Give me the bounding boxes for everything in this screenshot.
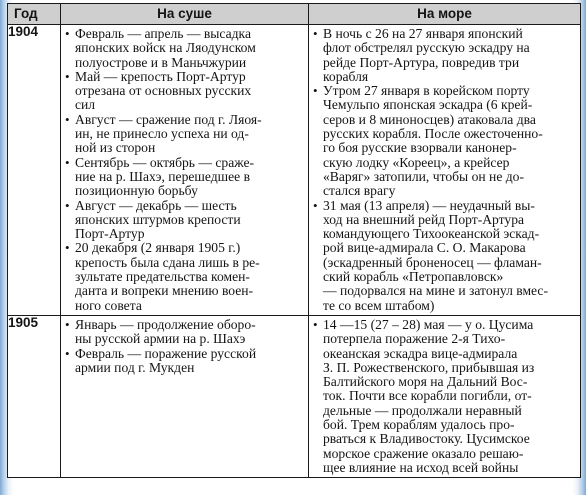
event-line: ного совета	[75, 297, 142, 313]
event-item	[65, 27, 305, 70]
event-line: скую лодку «Кореец», а крейсер	[323, 154, 510, 170]
event-item	[313, 318, 577, 475]
event-item	[65, 199, 305, 242]
event-line: го боя русские взорвали канонер-	[323, 140, 517, 156]
event-line: ток. Почти все корабли погибли, от-	[323, 388, 532, 404]
header-sea: На море	[309, 4, 581, 25]
sea-event-list	[309, 316, 580, 477]
event-line: крепость была сдана лишь в ре-	[75, 254, 260, 270]
table-row	[8, 25, 581, 316]
event-line: • 20 декабря (2 января 1905 г.)	[75, 240, 241, 256]
land-event-list	[61, 316, 308, 377]
event-line: • Август — декабрь — шесть	[75, 197, 237, 213]
event-item	[313, 27, 577, 84]
event-line: • Февраль — апрель — высадка	[75, 26, 251, 41]
event-line: рейде Порт-Артура, повредив три	[323, 54, 520, 70]
event-line: ход на внешний рейд Порт-Артура	[323, 211, 525, 227]
table-header-row	[8, 4, 581, 25]
event-line: ны русской армии на р. Шахэ	[75, 331, 246, 347]
event-item	[65, 318, 305, 347]
sea-cell	[309, 25, 581, 316]
event-line: стался врагу	[323, 183, 396, 199]
event-line: рваться к Владивостоку. Цусимское	[323, 431, 530, 447]
event-line: • В ночь с 26 на 27 января японский	[323, 26, 523, 41]
event-line: те со всем штабом)	[323, 297, 435, 313]
event-line: сил	[75, 97, 96, 113]
event-line: • Сентябрь — октябрь — сраже-	[75, 154, 255, 170]
event-line: • 14 —15 (27 – 28) мая — у о. Цусима	[323, 316, 534, 332]
event-line: З. П. Рожественского, прибывшая из	[323, 359, 535, 375]
chronology-table	[7, 3, 581, 478]
header-land: На суше	[61, 4, 309, 25]
event-line: • Август — сражение под г. Ляоя-	[75, 111, 262, 127]
event-line: • Февраль — поражение русской	[75, 345, 257, 361]
event-item	[313, 199, 577, 313]
event-line: Порт-Артур	[75, 226, 145, 242]
event-line: отрезана от основных русских	[75, 83, 252, 99]
event-line: ин, не принесло успеха ни од-	[75, 126, 249, 142]
event-line: ние на р. Шахэ, перешедшее в	[75, 168, 251, 184]
event-item	[65, 241, 305, 312]
table-row	[8, 315, 581, 477]
event-line: • Май — крепость Порт-Артур	[75, 68, 246, 84]
event-line: ной из сторон	[75, 140, 156, 156]
event-line: командующего Тихоокеанской эскад-	[323, 226, 540, 242]
event-line: щее влияние на исход всей войны	[323, 459, 519, 475]
event-line: флот обстрелял русскую эскадру на	[323, 40, 530, 56]
event-line: ский корабль «Петропавловск»	[323, 269, 504, 285]
header-year: Год	[8, 4, 61, 25]
event-line: Балтийского моря на Дальний Вос-	[323, 374, 528, 390]
event-line: Чемульпо японская эскадра (6 крей-	[323, 97, 533, 113]
land-cell	[61, 25, 309, 316]
event-item	[65, 347, 305, 376]
land-cell	[61, 315, 309, 477]
year-cell: 1904	[8, 25, 61, 316]
event-line: полуострове и в Маньчжурии	[75, 54, 247, 70]
event-line: «Варяг» затопили, чтобы он не до-	[323, 168, 524, 184]
event-line: японских штурмов крепости	[75, 211, 241, 227]
year-cell: 1905	[8, 315, 61, 477]
event-line: (эскадренный броненосец — фламан-	[323, 254, 542, 270]
event-item	[65, 113, 305, 156]
event-line: • 31 мая (13 апреля) — неудачный вы-	[323, 197, 535, 213]
event-line: зультате предательства комен-	[75, 269, 250, 285]
sea-event-list	[309, 25, 580, 315]
event-line: русских корабля. После ожесточенно-	[323, 126, 543, 142]
event-item	[65, 156, 305, 199]
event-line: данта и вопреки мнению воен-	[75, 283, 254, 299]
sea-cell	[309, 315, 581, 477]
event-line: дельные — продолжали неравный	[323, 402, 522, 418]
event-line: армии под г. Мукден	[75, 359, 195, 375]
event-line: корабля	[323, 68, 369, 84]
event-line: океанская эскадра вице-адмирала	[323, 345, 518, 361]
event-line: серов и 8 миноносцев) атаковала два	[323, 111, 536, 127]
event-line: потерпела поражение 2-я Тихо-	[323, 331, 506, 347]
event-line: — подорвался на мине и затонул вмес-	[323, 283, 548, 299]
land-event-list	[61, 25, 308, 315]
event-line: • Январь — продолжение оборо-	[75, 316, 256, 332]
event-line: морское сражение оказало решаю-	[323, 445, 524, 461]
event-line: бой. Трем кораблям удалось про-	[323, 417, 515, 433]
event-line: рой вице-адмирала С. О. Макарова	[323, 240, 526, 256]
event-item	[313, 84, 577, 198]
event-line: • Утром 27 января в корейском порту	[323, 83, 530, 99]
event-line: японских войск на Ляодунском	[75, 40, 256, 56]
event-line: позиционную борьбу	[75, 183, 198, 199]
event-item	[65, 70, 305, 113]
